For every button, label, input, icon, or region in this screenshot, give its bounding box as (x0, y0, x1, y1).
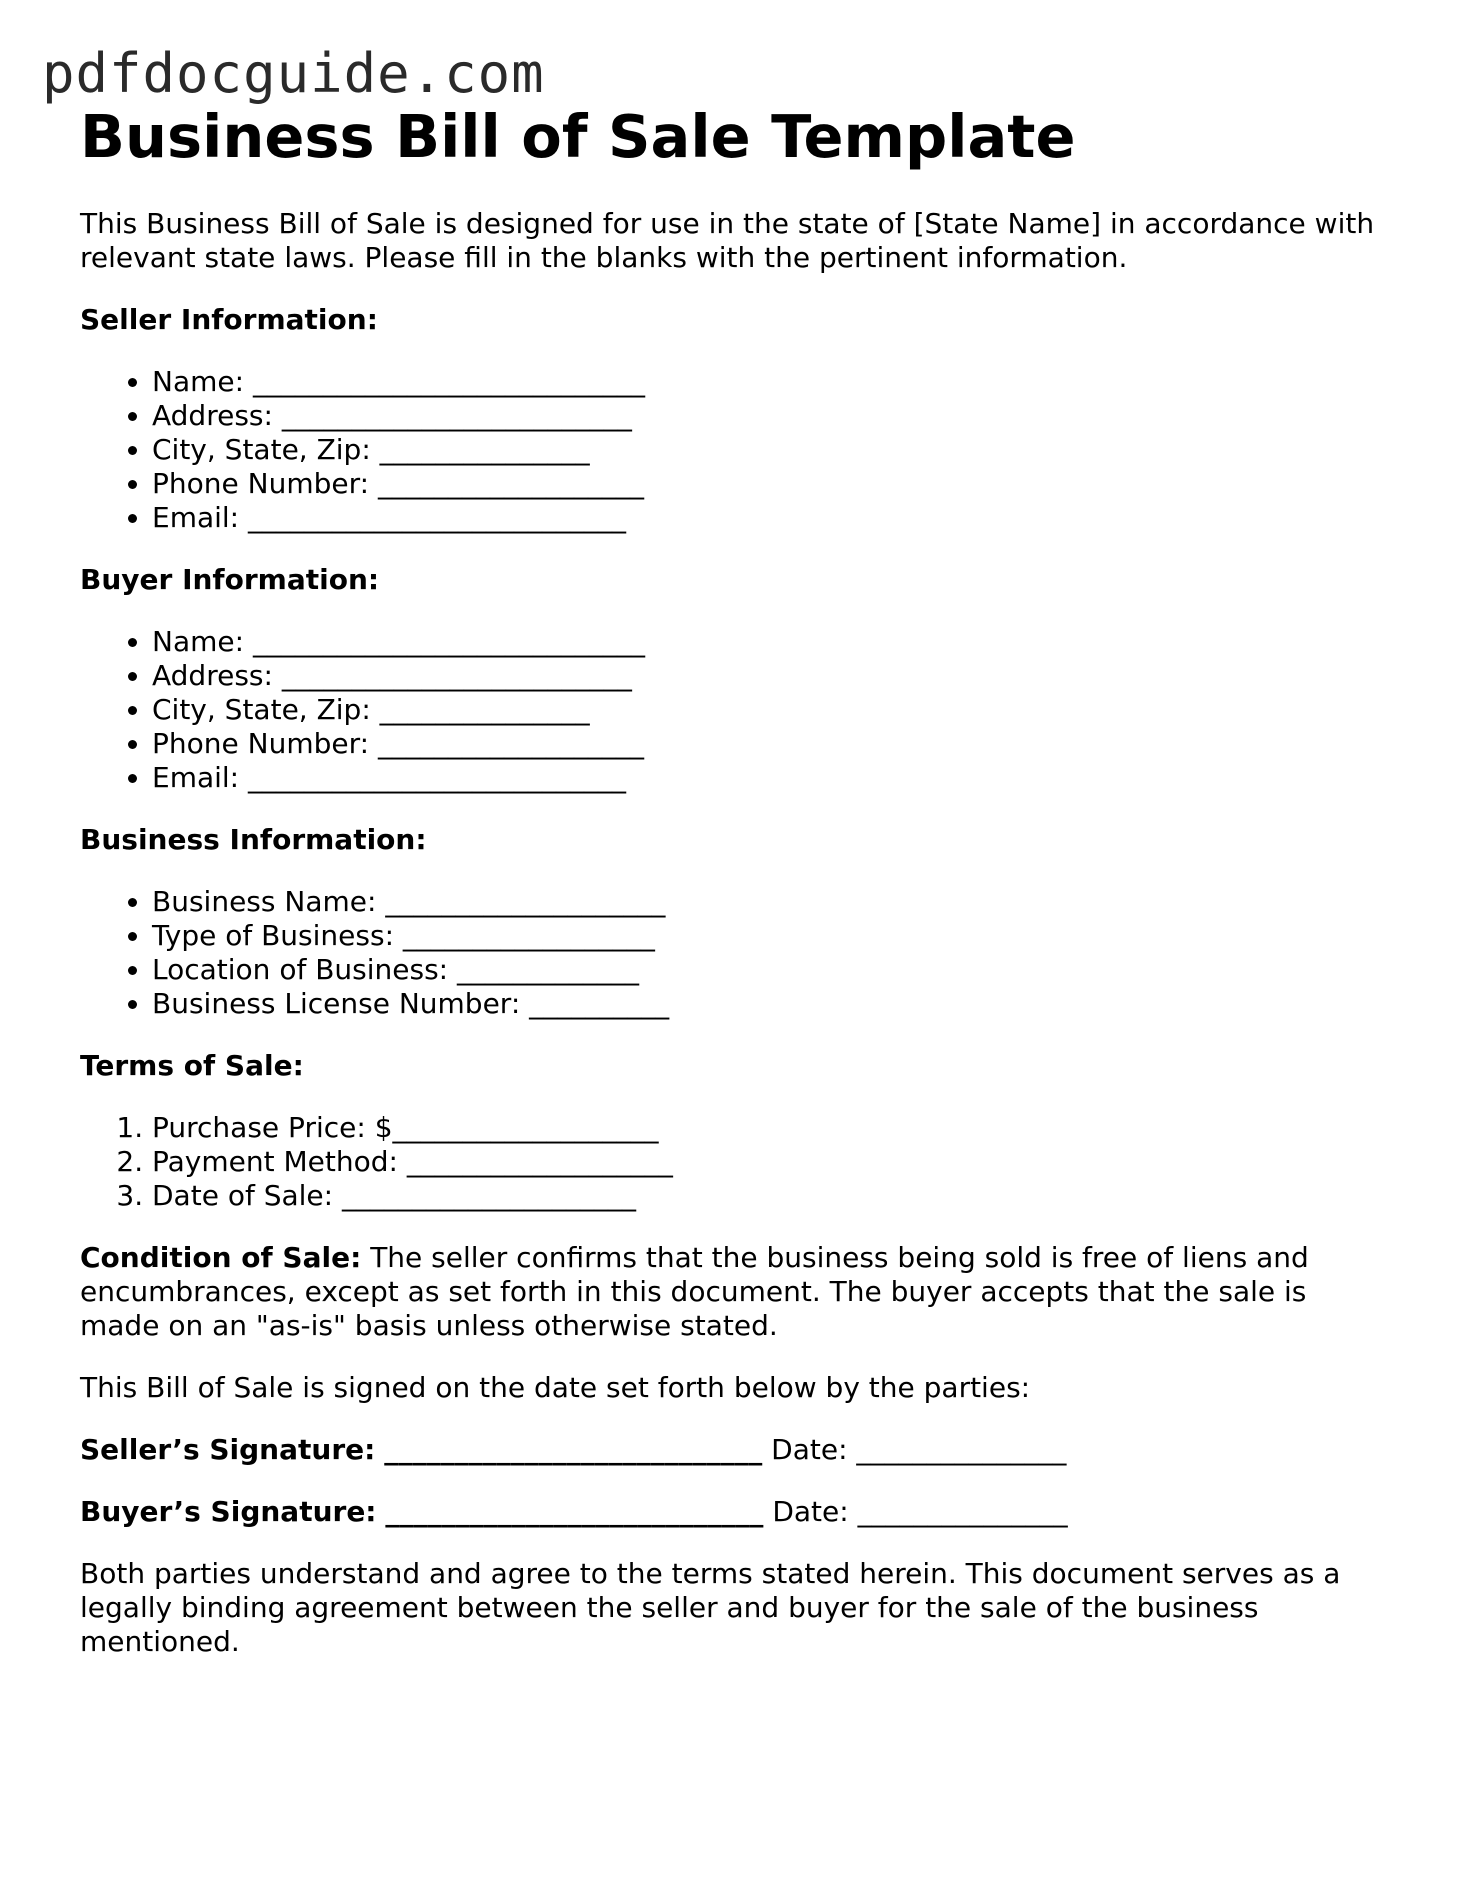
seller-phone-field: • Phone Number: ___________________ (152, 467, 1390, 501)
closing-paragraph: Both parties understand and agree to the terms stated herein. This document serves as a legally binding agreement between the seller and buyer for the sale of the business mentioned. (80, 1557, 1341, 1658)
buyer-section-heading: Buyer Information: (80, 563, 380, 596)
terms-list (80, 1111, 1390, 1213)
seller-section-heading: Seller Information: (80, 303, 378, 336)
seller-signature-blank[interactable]: ___________________________ (384, 1433, 763, 1466)
date-of-sale-field: 3. Date of Sale: _____________________ (152, 1179, 1390, 1213)
buyer-signature-blank[interactable]: ___________________________ (385, 1495, 764, 1528)
buyer-address-blank[interactable]: _________________________ (281, 659, 632, 692)
buyer-name-blank[interactable]: ____________________________ (252, 625, 645, 658)
buyer-phone-field: • Phone Number: ___________________ (152, 727, 1390, 761)
business-name-field: • Business Name: ____________________ (152, 885, 1390, 919)
buyer-email-field: • Email: ___________________________ (152, 761, 1390, 795)
seller-email-blank[interactable]: ___________________________ (248, 501, 627, 534)
condition-paragraph (80, 1241, 1390, 1343)
date-of-sale-blank[interactable]: _____________________ (342, 1179, 636, 1212)
buyer-name-field: • Name: ____________________________ (152, 625, 1390, 659)
terms-section-heading: Terms of Sale: (80, 1049, 304, 1082)
seller-address-field: • Address: _________________________ (152, 399, 1390, 433)
seller-date-label: Date: (771, 1433, 848, 1466)
business-license-field: • Business License Number: __________ (152, 987, 1390, 1021)
buyer-email-blank[interactable]: ___________________________ (248, 761, 627, 794)
purchase-price-blank[interactable]: ___________________ (392, 1111, 659, 1144)
document-body (80, 101, 1390, 1659)
watermark-logo: pdfdocguide.com (42, 42, 545, 105)
business-location-blank[interactable]: _____________ (457, 953, 640, 986)
buyer-signature-row (80, 1495, 1390, 1529)
buyer-address-field: • Address: _________________________ (152, 659, 1390, 693)
seller-signature-label: Seller’s Signature: (80, 1433, 376, 1466)
business-name-blank[interactable]: ____________________ (385, 885, 666, 918)
buyer-signature-label: Buyer’s Signature: (80, 1495, 377, 1528)
business-location-field: • Location of Business: _____________ (152, 953, 1390, 987)
seller-name-blank[interactable]: ____________________________ (252, 365, 645, 398)
purchase-price-field: 1. Purchase Price: $___________________ (152, 1111, 1390, 1145)
buyer-phone-blank[interactable]: ___________________ (377, 727, 644, 760)
seller-name-field: • Name: ____________________________ (152, 365, 1390, 399)
business-license-blank[interactable]: __________ (529, 987, 670, 1020)
buyer-date-blank[interactable]: _______________ (857, 1495, 1068, 1528)
seller-address-blank[interactable]: _________________________ (281, 399, 632, 432)
business-section-heading: Business Information: (80, 823, 427, 856)
buyer-city-state-zip-field: • City, State, Zip: _______________ (152, 693, 1390, 727)
buyer-date-label: Date: (772, 1495, 849, 1528)
condition-label: Condition of Sale: (80, 1241, 362, 1274)
buyer-city-state-zip-blank[interactable]: _______________ (379, 693, 590, 726)
seller-phone-blank[interactable]: ___________________ (377, 467, 644, 500)
seller-fields-list (80, 365, 1390, 535)
payment-method-blank[interactable]: ___________________ (406, 1145, 673, 1178)
buyer-fields-list (80, 625, 1390, 795)
seller-city-state-zip-field: • City, State, Zip: _______________ (152, 433, 1390, 467)
seller-signature-row (80, 1433, 1390, 1467)
business-type-blank[interactable]: __________________ (402, 919, 655, 952)
business-type-field: • Type of Business: __________________ (152, 919, 1390, 953)
document-title: Business Bill of Sale Template (80, 102, 1076, 171)
seller-date-blank[interactable]: _______________ (856, 1433, 1067, 1466)
condition-text: The seller confirms that the business being sold is free of liens and encumbrances, except as set forth in this document. The buyer accepts that the sale is made on an "as-is" basis unless otherwise stated. (80, 1241, 1309, 1342)
signing-intro: This Bill of Sale is signed on the date set forth below by the parties: (80, 1371, 1031, 1404)
intro-paragraph: This Business Bill of Sale is designed for use in the state of [State Name] in accordance with relevant state laws. Please fill in the blanks with the pertinent information. (80, 207, 1375, 274)
payment-method-field: 2. Payment Method: ___________________ (152, 1145, 1390, 1179)
seller-city-state-zip-blank[interactable]: _______________ (379, 433, 590, 466)
business-fields-list (80, 885, 1390, 1021)
seller-email-field: • Email: ___________________________ (152, 501, 1390, 535)
